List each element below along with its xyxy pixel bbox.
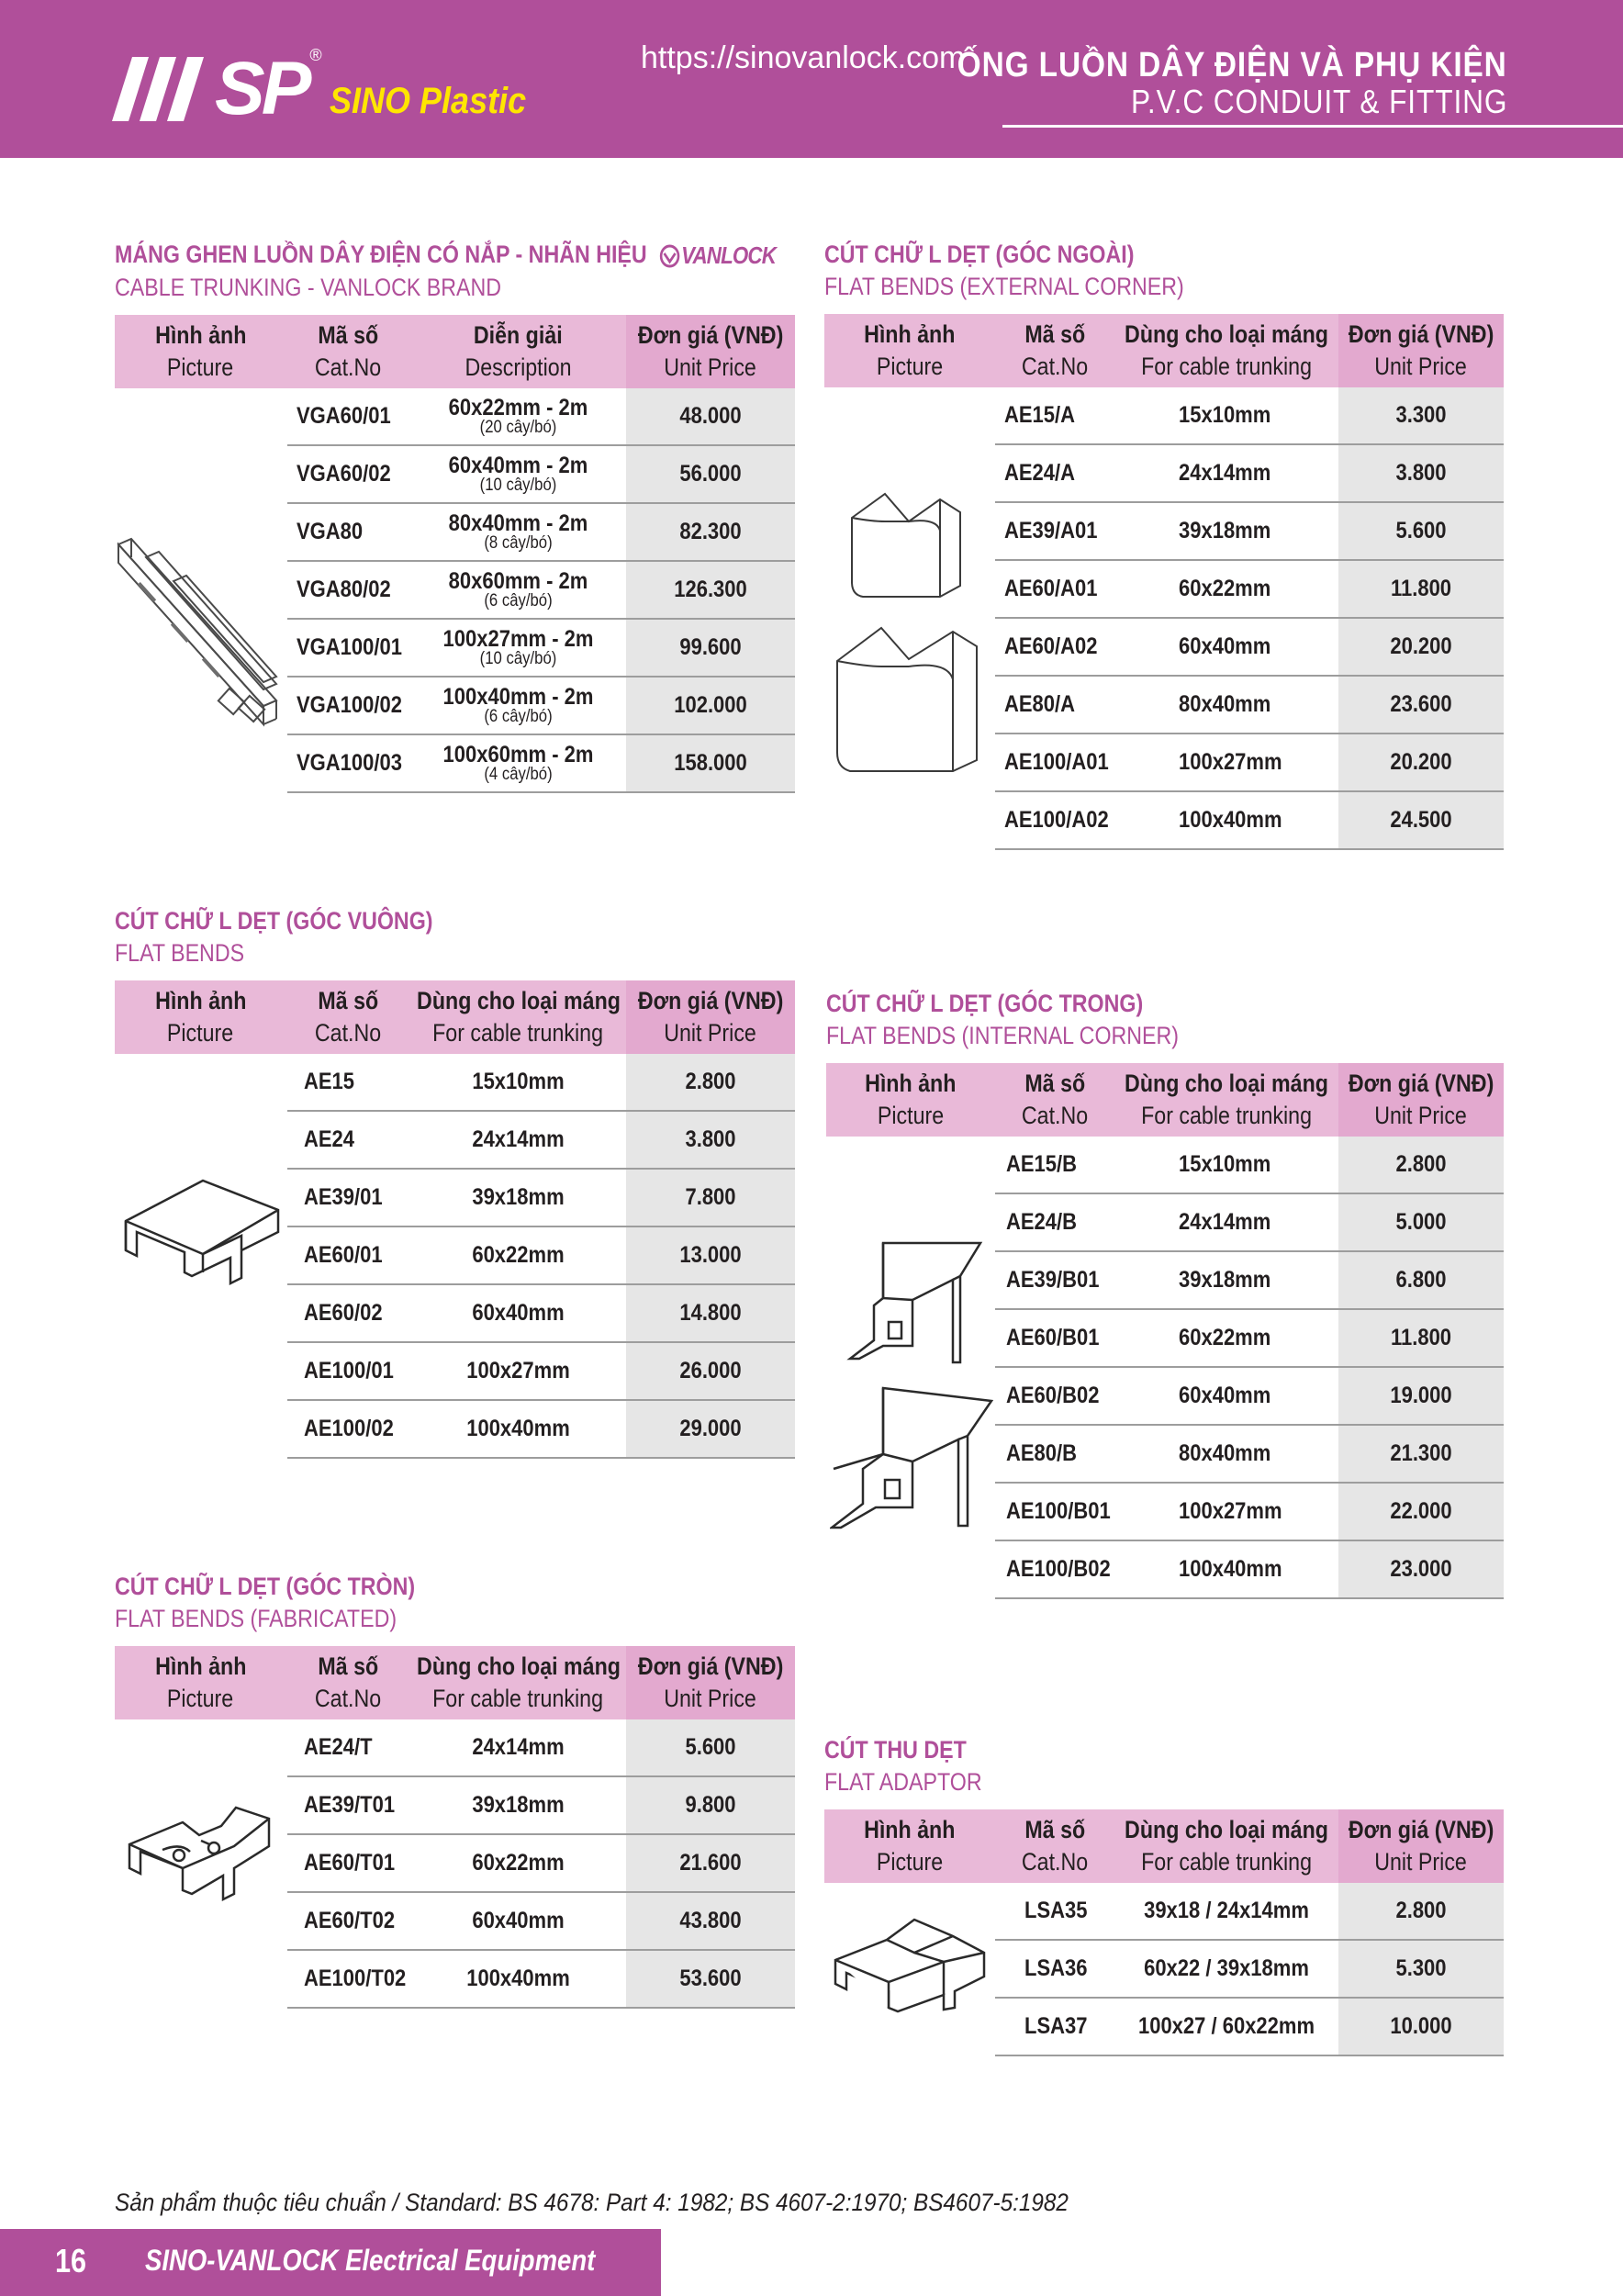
table-row (287, 735, 795, 793)
trunking-size: 100x40mm (1179, 1556, 1282, 1582)
trunking-size: 15x10mm (1179, 402, 1271, 428)
col-use-en: For cable trunking (432, 1685, 604, 1712)
flat-bends-rows (287, 1054, 795, 1459)
table-header (824, 1809, 1504, 1883)
vanlock-brand-mark (659, 241, 776, 270)
unit-price: 29.000 (679, 1416, 742, 1441)
standards-note: Sản phẩm thuộc tiêu chuẩn / Standard: BS 4678: Part 4: 1982; BS 4607-2:1970; BS4607-5:1982 (115, 2189, 1069, 2216)
cat-no: AE100/A01 (1004, 749, 1109, 775)
col-picture-vi: Hình ảnh (864, 320, 956, 348)
unit-price: 23.000 (1390, 1556, 1452, 1582)
unit-price: 2.800 (685, 1069, 736, 1094)
cat-no: AE80/B (1006, 1440, 1078, 1466)
unit-price: 9.800 (685, 1792, 736, 1818)
unit-price: 5.000 (1395, 1209, 1447, 1235)
table-row (287, 1112, 795, 1170)
unit-price: 48.000 (679, 403, 742, 430)
flat-adaptor-picture (832, 1912, 988, 2013)
header-title-vi: ỐNG LUỒN DÂY ĐIỆN VÀ PHỤ KIỆN (957, 46, 1507, 84)
table-row (287, 1893, 795, 1951)
col-picture (115, 1646, 286, 1719)
trunking-size: 100x27 / 60x22mm (1137, 2013, 1315, 2039)
col-price-en: Unit Price (664, 1685, 757, 1712)
table-row (287, 562, 795, 620)
section-external-corner (824, 241, 1504, 833)
col-cat-vi: Mã số (1024, 1070, 1085, 1097)
footer-company: SINO-VANLOCK Electrical Equipment (145, 2244, 596, 2277)
unit-price: 43.800 (679, 1908, 742, 1933)
unit-price: 2.800 (1395, 1151, 1447, 1177)
col-use-en: For cable trunking (1141, 1102, 1312, 1129)
table-row (995, 445, 1504, 503)
col-use (1114, 1809, 1338, 1883)
cat-no: LSA35 (1024, 1898, 1088, 1923)
cat-no: VGA60/01 (297, 403, 391, 430)
unit-price: 3.800 (685, 1126, 736, 1152)
page-header (0, 0, 1623, 158)
col-picture (115, 315, 286, 388)
unit-price: 5.600 (1395, 518, 1447, 543)
flat-adaptor-rows (995, 1883, 1504, 2056)
trunking-size: 60x22 / 39x18mm (1144, 1955, 1309, 1981)
section-title-vi (115, 241, 776, 270)
cat-no: AE39/B01 (1006, 1267, 1100, 1293)
registered-mark: ® (309, 46, 322, 64)
col-price-en: Unit Price (1374, 1102, 1468, 1129)
col-picture-vi: Hình ảnh (154, 1652, 247, 1680)
section-title-vi: CÚT CHỮ L DẸT (GÓC TRÒN) (115, 1573, 416, 1600)
flat-bends-table (115, 980, 795, 1441)
col-cat (995, 1809, 1114, 1883)
unit-price: 20.200 (1390, 749, 1452, 775)
cat-no: VGA100/02 (297, 692, 402, 719)
logo-sp-text: SP (215, 47, 308, 130)
logo-slashes-icon (112, 57, 213, 121)
trunking-size: 60x22mm (1179, 576, 1271, 601)
table-row (287, 1343, 795, 1401)
trunking-size: 24x14mm (472, 1126, 565, 1152)
trunking-size: 60x40mm (472, 1300, 565, 1326)
vanlock-brand-text: VANLOCK (681, 241, 776, 270)
internal-corner-large-picture (830, 1384, 995, 1531)
external-corner-small-picture (845, 485, 964, 604)
col-price-vi: Đơn giá (VNĐ) (637, 987, 784, 1014)
trunking-size: 24x14mm (1179, 460, 1271, 486)
table-row (287, 1951, 795, 2009)
cat-no: LSA36 (1024, 1955, 1088, 1981)
unit-price: 82.300 (679, 519, 742, 545)
table-row (995, 1252, 1504, 1310)
trunking-size: 39x18mm (472, 1184, 565, 1210)
col-cat (995, 314, 1114, 387)
unit-price: 2.800 (1395, 1898, 1447, 1923)
col-cat-vi: Mã số (318, 987, 379, 1014)
col-use (410, 980, 626, 1054)
section-title-vi: CÚT CHỮ L DẸT (GÓC NGOÀI) (824, 241, 1135, 268)
col-cat-vi: Mã số (318, 1652, 379, 1680)
table-row (287, 1285, 795, 1343)
cat-no: LSA37 (1024, 2013, 1088, 2039)
cat-no: AE24/T (304, 1734, 373, 1760)
col-desc (410, 315, 626, 388)
col-price (626, 315, 795, 388)
trunking-size: 60x22mm (472, 1242, 565, 1268)
table-row (287, 388, 795, 446)
cat-no: AE24/B (1006, 1209, 1078, 1235)
trunking-size: 24x14mm (1179, 1209, 1271, 1235)
col-picture-vi: Hình ảnh (864, 1816, 956, 1843)
trunking-size: 15x10mm (472, 1069, 565, 1094)
unit-price: 158.000 (674, 750, 747, 777)
unit-price: 20.200 (1390, 633, 1452, 659)
table-row (995, 1883, 1504, 1941)
logo-brand-name (330, 81, 526, 121)
trunking-size: 39x18mm (1179, 1267, 1271, 1293)
sino-plastic-logo (112, 46, 548, 130)
col-desc-vi: Diễn giải (474, 321, 563, 350)
col-cat (286, 315, 410, 388)
cat-no: AE39/T01 (304, 1792, 396, 1818)
flat-adaptor-table (824, 1809, 1504, 2039)
cable-trunking-picture (115, 535, 280, 746)
trunking-size: 39x18mm (472, 1792, 565, 1818)
col-price (626, 1646, 795, 1719)
trunking-size: 80x40mm (1179, 691, 1271, 717)
table-row (995, 619, 1504, 677)
table-row (995, 1941, 1504, 1999)
table-row (287, 1054, 795, 1112)
trunking-size: 100x27mm (466, 1358, 570, 1383)
col-cat-en: Cat.No (315, 1019, 382, 1047)
col-picture-en: Picture (877, 1102, 945, 1129)
description: 80x60mm - 2m (6 cây/bó) (448, 567, 588, 610)
table-header (115, 1646, 795, 1719)
table-row (995, 1426, 1504, 1484)
unit-price: 22.000 (1390, 1498, 1452, 1524)
col-picture-en: Picture (876, 353, 944, 380)
unit-price: 126.300 (674, 577, 747, 603)
description: 100x60mm - 2m (4 cây/bó) (442, 741, 594, 784)
table-row (995, 387, 1504, 445)
section-cable-trunking (115, 241, 795, 784)
cat-no: AE100/01 (304, 1358, 394, 1383)
col-picture-en: Picture (167, 353, 234, 382)
unit-price: 10.000 (1390, 2013, 1452, 2039)
page-number: 16 (55, 2242, 87, 2279)
title-text: MÁNG GHEN LUỒN DÂY ĐIỆN CÓ NẮP - NHÃN HIỆU (115, 241, 647, 268)
section-flat-adaptor (824, 1736, 1504, 2039)
col-picture-en: Picture (167, 1019, 234, 1047)
col-picture (824, 314, 995, 387)
cat-no: AE60/T02 (304, 1908, 396, 1933)
cat-no: VGA80 (297, 519, 364, 545)
section-title-en: FLAT BENDS (EXTERNAL CORNER) (824, 273, 1184, 300)
table-row (287, 504, 795, 562)
flat-bend-picture (120, 1177, 282, 1287)
table-row (995, 1368, 1504, 1426)
unit-price: 21.300 (1390, 1440, 1452, 1466)
cat-no: AE60/B02 (1006, 1383, 1100, 1408)
col-picture-vi: Hình ảnh (865, 1070, 957, 1097)
trunking-rows (287, 388, 795, 793)
external-corner-large-picture (834, 624, 980, 780)
header-title-en: P.V.C CONDUIT & FITTING (1130, 83, 1507, 120)
cat-no: AE60/A02 (1004, 633, 1098, 659)
col-picture (826, 1063, 995, 1137)
col-picture (115, 980, 286, 1054)
unit-price: 6.800 (1395, 1267, 1447, 1293)
col-picture (824, 1809, 995, 1883)
cat-no: AE15 (304, 1069, 355, 1094)
trunking-size: 100x40mm (466, 1416, 570, 1441)
cat-no: AE100/B01 (1006, 1498, 1111, 1524)
table-row (287, 678, 795, 735)
unit-price: 11.800 (1390, 576, 1452, 601)
col-cat-en: Cat.No (315, 1685, 382, 1712)
table-row (995, 1310, 1504, 1368)
col-cat (286, 1646, 410, 1719)
unit-price: 53.600 (679, 1966, 742, 1991)
trunking-size: 100x40mm (466, 1966, 570, 1991)
internal-corner-rows (995, 1137, 1504, 1599)
col-price-en: Unit Price (664, 353, 757, 382)
col-picture-vi: Hình ảnh (154, 321, 247, 350)
unit-price: 56.000 (679, 461, 742, 487)
col-use (1114, 314, 1338, 387)
table-row (995, 1484, 1504, 1541)
col-picture-vi: Hình ảnh (154, 987, 247, 1014)
trunking-table (115, 315, 795, 784)
unit-price: 5.300 (1395, 1955, 1447, 1981)
cat-no: AE100/02 (304, 1416, 394, 1441)
table-row (287, 1227, 795, 1285)
table-header (826, 1063, 1504, 1137)
col-cat-vi: Mã số (318, 321, 379, 350)
cat-no: VGA80/02 (297, 577, 391, 603)
cat-no: AE39/01 (304, 1184, 383, 1210)
table-header (115, 315, 795, 388)
trunking-size: 60x40mm (472, 1908, 565, 1933)
trunking-size: 24x14mm (472, 1734, 565, 1760)
header-divider (1002, 125, 1623, 128)
table-row (995, 677, 1504, 734)
col-price (626, 980, 795, 1054)
col-desc-en: Description (465, 353, 572, 382)
col-cat (995, 1063, 1114, 1137)
col-price-vi: Đơn giá (VNĐ) (637, 321, 784, 350)
unit-price: 21.600 (679, 1850, 742, 1876)
section-internal-corner (826, 990, 1504, 1582)
col-price-vi: Đơn giá (VNĐ) (1348, 320, 1494, 348)
trunking-size: 60x22mm (1179, 1325, 1271, 1350)
col-price-en: Unit Price (1374, 353, 1468, 380)
cat-no: AE80/A (1004, 691, 1076, 717)
col-use (410, 1646, 626, 1719)
col-price (1338, 314, 1504, 387)
cat-no: AE24/A (1004, 460, 1076, 486)
trunking-size: 80x40mm (1179, 1440, 1271, 1466)
trunking-size: 15x10mm (1179, 1151, 1271, 1177)
col-use-en: For cable trunking (1141, 353, 1312, 380)
trunking-size: 100x27mm (1179, 749, 1282, 775)
col-cat-vi: Mã số (1024, 320, 1085, 348)
table-row (287, 1170, 795, 1227)
table-row (995, 561, 1504, 619)
table-row (995, 1194, 1504, 1252)
unit-price: 11.800 (1390, 1325, 1452, 1350)
cat-no: AE60/B01 (1006, 1325, 1100, 1350)
col-use-en: For cable trunking (432, 1019, 604, 1047)
description: 100x40mm - 2m (6 cây/bó) (442, 683, 594, 726)
table-row (995, 792, 1504, 850)
col-use-vi: Dùng cho loại máng (1125, 1070, 1328, 1097)
table-header (824, 314, 1504, 387)
description: 100x27mm - 2m (10 cây/bó) (442, 625, 594, 668)
fabricated-bend-picture (126, 1798, 273, 1909)
section-flat-bends (115, 907, 795, 1441)
col-price (1338, 1063, 1504, 1137)
col-cat-en: Cat.No (315, 353, 382, 382)
cat-no: AE60/T01 (304, 1850, 396, 1876)
col-price-en: Unit Price (1374, 1848, 1468, 1876)
section-title-en: CABLE TRUNKING - VANLOCK BRAND (115, 274, 502, 302)
cat-no: AE60/02 (304, 1300, 383, 1326)
trunking-size: 60x40mm (1179, 633, 1271, 659)
section-title-vi: CÚT THU DẸT (824, 1736, 967, 1764)
fabricated-rows (287, 1719, 795, 2009)
col-cat-en: Cat.No (1021, 353, 1089, 380)
unit-price: 19.000 (1390, 1383, 1452, 1408)
cat-no: AE100/T02 (304, 1966, 407, 1991)
cat-no: AE100/A02 (1004, 807, 1109, 833)
table-row (995, 734, 1504, 792)
col-price-vi: Đơn giá (VNĐ) (1348, 1816, 1494, 1843)
cat-no: AE15/B (1006, 1151, 1078, 1177)
external-corner-rows (995, 387, 1504, 850)
col-use-vi: Dùng cho loại máng (416, 1652, 621, 1680)
unit-price: 99.600 (679, 634, 742, 661)
col-cat (286, 980, 410, 1054)
col-cat-en: Cat.No (1021, 1848, 1089, 1876)
website-url[interactable]: https://sinovanlock.com (641, 40, 966, 75)
logo-name-plastic: Plastic (419, 81, 526, 121)
table-row (995, 1999, 1504, 2056)
unit-price: 3.800 (1395, 460, 1447, 486)
cat-no: VGA60/02 (297, 461, 391, 487)
cat-no: AE60/A01 (1004, 576, 1098, 601)
section-title-vi: CÚT CHỮ L DẸT (GÓC TRONG) (826, 990, 1144, 1017)
section-title-vi: CÚT CHỮ L DẸT (GÓC VUÔNG) (115, 907, 433, 935)
table-row (287, 1777, 795, 1835)
trunking-size: 100x27mm (1179, 1498, 1282, 1524)
unit-price: 24.500 (1390, 807, 1452, 833)
unit-price: 7.800 (685, 1184, 736, 1210)
logo-name-sino: SINO (329, 81, 410, 121)
cat-no: AE39/A01 (1004, 518, 1098, 543)
col-cat-vi: Mã số (1024, 1816, 1085, 1843)
col-use (1114, 1063, 1338, 1137)
external-corner-table (824, 314, 1504, 833)
unit-price: 5.600 (685, 1734, 736, 1760)
section-flat-bends-fabricated (115, 1573, 795, 1991)
table-row (287, 1835, 795, 1893)
cat-no: AE24 (304, 1126, 355, 1152)
section-title-en: FLAT BENDS (115, 939, 245, 967)
description: 60x22mm - 2m (20 cây/bó) (448, 394, 588, 437)
col-price-en: Unit Price (664, 1019, 757, 1047)
table-row (287, 1719, 795, 1777)
fabricated-table (115, 1646, 795, 1991)
table-row (995, 1541, 1504, 1599)
unit-price: 3.300 (1395, 402, 1447, 428)
col-picture-en: Picture (167, 1685, 234, 1712)
section-title-en: FLAT BENDS (INTERNAL CORNER) (826, 1022, 1180, 1049)
unit-price: 14.800 (679, 1300, 742, 1326)
col-use-vi: Dùng cho loại máng (1125, 1816, 1328, 1843)
trunking-size: 60x40mm (1179, 1383, 1271, 1408)
cat-no: AE100/B02 (1006, 1556, 1111, 1582)
unit-price: 26.000 (679, 1358, 742, 1383)
description: 80x40mm - 2m (8 cây/bó) (448, 510, 588, 553)
table-header (115, 980, 795, 1054)
table-row (995, 503, 1504, 561)
internal-corner-small-picture (846, 1239, 984, 1368)
cat-no: AE15/A (1004, 402, 1076, 428)
col-price (1338, 1809, 1504, 1883)
table-row (287, 446, 795, 504)
table-row (287, 1401, 795, 1459)
vanlock-logo-icon (659, 244, 679, 268)
col-picture-en: Picture (876, 1848, 944, 1876)
trunking-size: 60x22mm (472, 1850, 565, 1876)
unit-price: 13.000 (679, 1242, 742, 1268)
unit-price: 23.600 (1390, 691, 1452, 717)
trunking-size: 39x18mm (1179, 518, 1271, 543)
unit-price: 102.000 (674, 692, 747, 719)
col-price-vi: Đơn giá (VNĐ) (637, 1652, 784, 1680)
table-row (287, 620, 795, 678)
col-use-en: For cable trunking (1141, 1848, 1312, 1876)
col-use-vi: Dùng cho loại máng (1125, 320, 1328, 348)
table-row (995, 1137, 1504, 1194)
section-title-en: FLAT BENDS (FABRICATED) (115, 1605, 397, 1632)
trunking-size: 100x40mm (1179, 807, 1282, 833)
description: 60x40mm - 2m (10 cây/bó) (448, 452, 588, 495)
trunking-size: 39x18 / 24x14mm (1144, 1898, 1309, 1923)
cat-no: AE60/01 (304, 1242, 383, 1268)
col-cat-en: Cat.No (1021, 1102, 1089, 1129)
col-price-vi: Đơn giá (VNĐ) (1348, 1070, 1494, 1097)
internal-corner-table (826, 1063, 1504, 1582)
cat-no: VGA100/03 (297, 750, 402, 777)
section-title-en: FLAT ADAPTOR (824, 1768, 982, 1796)
cat-no: VGA100/01 (297, 634, 402, 661)
col-use-vi: Dùng cho loại máng (416, 987, 621, 1014)
